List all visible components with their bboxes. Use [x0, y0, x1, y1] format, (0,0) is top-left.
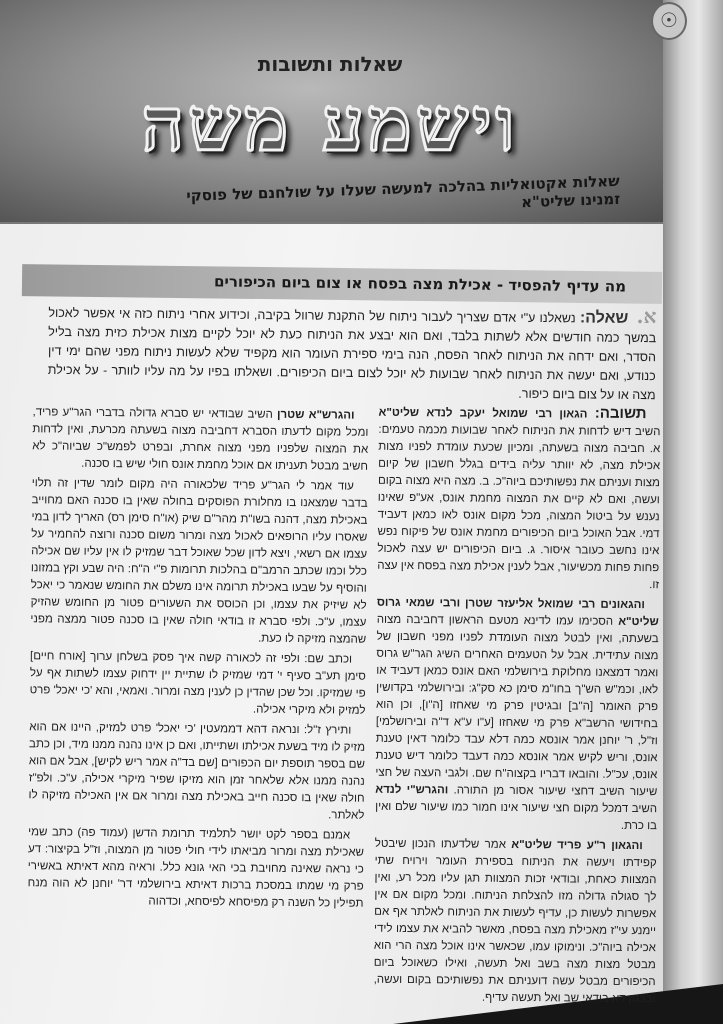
rabbi-name: הגאון רבי שמואל יעקב לנדא שליט"א	[378, 406, 588, 421]
question-text: נשאלנו ע"י אדם שצריך לעבור ניתוח של התקנת שרוול בקיבה, וכידוע אחרי ניתוח כזה אי אפשר לאכול במשך כמה חודשים אלא לשתות בלבד, ואם הוא יבצע את הניתוח כעת לא יוכל לקיים מצות אכילת כזית מצה בליל הסדר, ואם ידחה את הניתוח לאחר הפסח, הנה בימי ספירת העומר הוא מקפיד שלא לעשות ניתוח מפני שהם ימי דין כנודע, ואם יעשה את הניתוח לאחר שבועות לא יוכל לצום ביום הכיפורים. ושאלתו בפיו על מה עליו לוותר - על אכילת מצה או על צום ביום כיפור.	[47, 305, 657, 403]
question-number: א.	[636, 303, 657, 329]
header-kicker: שאלות ותשובות	[257, 52, 403, 76]
right-column	[373, 403, 660, 1011]
rabbi-name: והגרש"י לנדא	[375, 783, 449, 797]
rabbi-name: והגרש"א שטרן	[277, 408, 355, 422]
answer-paragraph	[32, 404, 369, 476]
answer-paragraph	[30, 475, 368, 649]
paragraph-text: השיב דמכל מקום חצי שיעור אינו חמור כמו שיעור שלם ואין בו כרת.	[375, 800, 658, 833]
left-column	[27, 404, 368, 915]
answer-paragraph	[28, 719, 365, 825]
paragraph-text: ותירץ ז"ל: ונראה דהא דממעטין 'כי יאכל' פרט למזיק, היינו אם הוא מזיק לו מיד בשעת אכילתו ושתייתו, ואם כן אינו נהנה ממנו מיד, וכן כתב שם בספר תוספת יום הכפורים [שם בד"ה אמר ריש לקיש], אבל אם הוא נהנה ממנו אלא שלאחר זמן הוא מזיקו שפיר מיקרי אכילה, ע"כ. ולפ"ז חולה שאין בו סכנה חייב באכילת מצה ומרור אם אין האכילה מזיקה לו לאלתר.	[28, 721, 366, 822]
answer-paragraph	[375, 595, 659, 835]
paragraph-text: הסכימו עמו לדינא מטעם הראשון דחביבה מצוה בשעתה, ואין לבטל מצוה העומדת לפניו מפני חשבון של מצוה עתידית. אבל על הטעמים האחרים השיג הגר"ש גרוס ואמר דמצאנו מחלוקת בירושלמי האם אונס כמאן דעביד או לאו, וכמ"ש הש"ך בחו"מ סימן כא סק"ג: ובירושלמי בקדושין פרק האומר [ה"ב] ובגיטין פרק מי שאחזו [ה"ו], וכן הוא בחידושי הרשב"א פרק מי שאחזו [ע"ו ע"א ד"ה ובירושלמי] וז"ל, ר' יוחנן אמר אונסא כמה דלא עבד כלומר דאין טענת אונס, וריש לקיש אמר אונסא כמה דעבד כלומר דיש טענת אונס, עכ"ל. והובאו דבריו בקצוה"ח שם. ולגבי העצה של חצי שיעור השיב דחצי שיעור אסור מן התורה.	[375, 613, 659, 799]
answer-paragraph	[377, 403, 661, 594]
logo-title: וישמע משה	[141, 82, 519, 168]
question-label: שאלה:	[579, 309, 629, 327]
answer-label: תשובה:	[594, 404, 647, 423]
article-title: מה עדיף להפסיד - אכילת מצה בפסח או צום ביום הכיפורים	[213, 272, 627, 296]
rabbi-name: והגאון ר"ע פריד שליט"א	[511, 838, 643, 853]
question-paragraph	[48, 301, 657, 405]
paragraph-text: השיב דיש לדחות את הניתוח לאחר שבועות מכמה טעמים: א. חביבה מצוה בשעתה, ומכיון שכעת עומדת לפניו מצות אכילת מצה, לא יוותר עליה בידים בגלל חשבון של קיום מצות ועניתם את נפשותיכם ביוה"כ. ב. מצה היא מצוה בקום ועשה, ואם לא קיים את המצוה מחמת אונס, אע"פ שאינו נענש על ביטול המצוה, מכל מקום אונס לאו כמאן דעביד דמי. אבל האוכל ביום הכיפורים מחמת אונס של פיקוח נפש אינו נחשב כעובר איסור. ג. ביום הכיפורים יש עצה לאכול פחות פחות מכשיעור, אבל לענין אכילת מצה בפסח אין עצה זו.	[377, 423, 661, 592]
answer-paragraph	[27, 824, 364, 913]
header-banner	[0, 0, 690, 224]
paragraph-text: השיב שבודאי יש סברא גדולה בדברי הגר"ע פריד, ומכל מקום לדעתו הסברא דחביבה מצוה בשעתה מכרעת, ואין לדחות את המצוה שלפניו מפני מצוה אחרת, ובפרט לפמש"כ שביוה"כ לא חשיב מבטל תעניתו אם אוכל מחמת אונס חולי שיש בו סכנה.	[32, 406, 369, 473]
scroll-ornament-icon: ☉	[651, 2, 687, 40]
paragraph-text: אמנם בספר לקט יושר לתלמיד תרומת הדשן (עמוד פה) כתב שמי שאכילת מצה ומרור מביאתו לידי חולי פטור מן המצוה, וז"ל בקיצור: דע כי נראה שאינה מחויבת בכי האי גונא כלל. וראיה מהא דאיתא באשירי פרק מי שמתו במסכת ברכות דאיתא בירושלמי דר' יוחנן לא הוה מנח תפילין כל השנה רק מפיסחא לפיסחא, וכדהוה	[27, 826, 365, 910]
scroll-decoration	[660, 0, 723, 1024]
answer-paragraph	[29, 648, 366, 720]
paragraph-text: וכתב שם: ולפי זה לכאורה קשה איך פסק בשלחן ערוך [אורח חיים] סימן תע"ב סעיף י' דמי שמזיק לו שתיית יין ידחוק עצמו לשתות אף על פי שמזיקו. וכל שכן שהדין כן לענין מצה ומרור. ואמאי, והא 'כי יאכל' פרט למזיק ולא מיקרי אכילה.	[29, 650, 366, 717]
rabbi-name: והגאונים רבי שמואל אליעזר שטרן ורבי שמאי גרוס שליט"א	[376, 596, 659, 629]
article-title-bar	[22, 264, 662, 304]
header-tagline: שאלות אקטואליות בהלכה למעשה שעלו על שולחנם של פוסקי זמנינו שליט"א	[185, 171, 621, 212]
paragraph-text: עוד אמר לי הגר"ע פריד שלכאורה היה מקום לומר שדין זה תלוי בדבר שמצאנו בו מחלורת הפוסקים בחולה שאין בו סכנה האם מחוייב באכילת מצה, דהנה בשו"ת מהר"ם שיק (או"ח סימן רס) האריך לדון במי שאסרו עליו הרופאים לאכול מצה ומרור משום סכנה ורוצה להחמיר על עצמו אם רשאי, ויצא לדון שכל שאוכל דבר שמזיק לו אין עליו שם אכילה כלל וכמו שכתב הרמב"ם בהלכות תרומות פ"י ה"ח: היה שבע וקץ במזונו והוסיף על שבעו באכילת תרומה אינו משלם את החומש שנאמר כי יאכל לא שיזיק את עצמו, וכן הכוסס את השעורים פטור מן החומש שהזיק עצמו, ע"כ. ולפי סברא זו בודאי חולה שאין בו סכנה פטור ממצה מפני שהמצה מזיקה לו כעת.	[30, 477, 368, 646]
paragraph-text: אמר שלדעתו הנכון שיבטל קפידתו ויעשה את הניתוח בספירת העומר וירויח שתי המצוות כאחת, ובודאי זכות המצוות תגן עליו מכל רע, ואין לך סגולה גדולה מזו להצלחת הניתוח. ומכל מקום אם אין אפשרות לעשות כן, עדיף לעשות את הניתוח לאלתר אף אם יימנע עי"ז מאכילת מצה בפסח, מאשר להביא את עצמו לידי אכילה ביוה"כ. ונימוקו עמו, שכאשר אינו אוכל מצה הרי הוא מבטל מצות מצה בשב ואל תעשה, ואילו כשאוכל ביום הכיפורים מבטל עשה דועניתם את נפשותיכם בקום ועשה, ובכגון דא בודאי שב ואל תעשה עדיף.	[373, 837, 657, 1006]
answer-paragraph	[373, 836, 656, 1008]
